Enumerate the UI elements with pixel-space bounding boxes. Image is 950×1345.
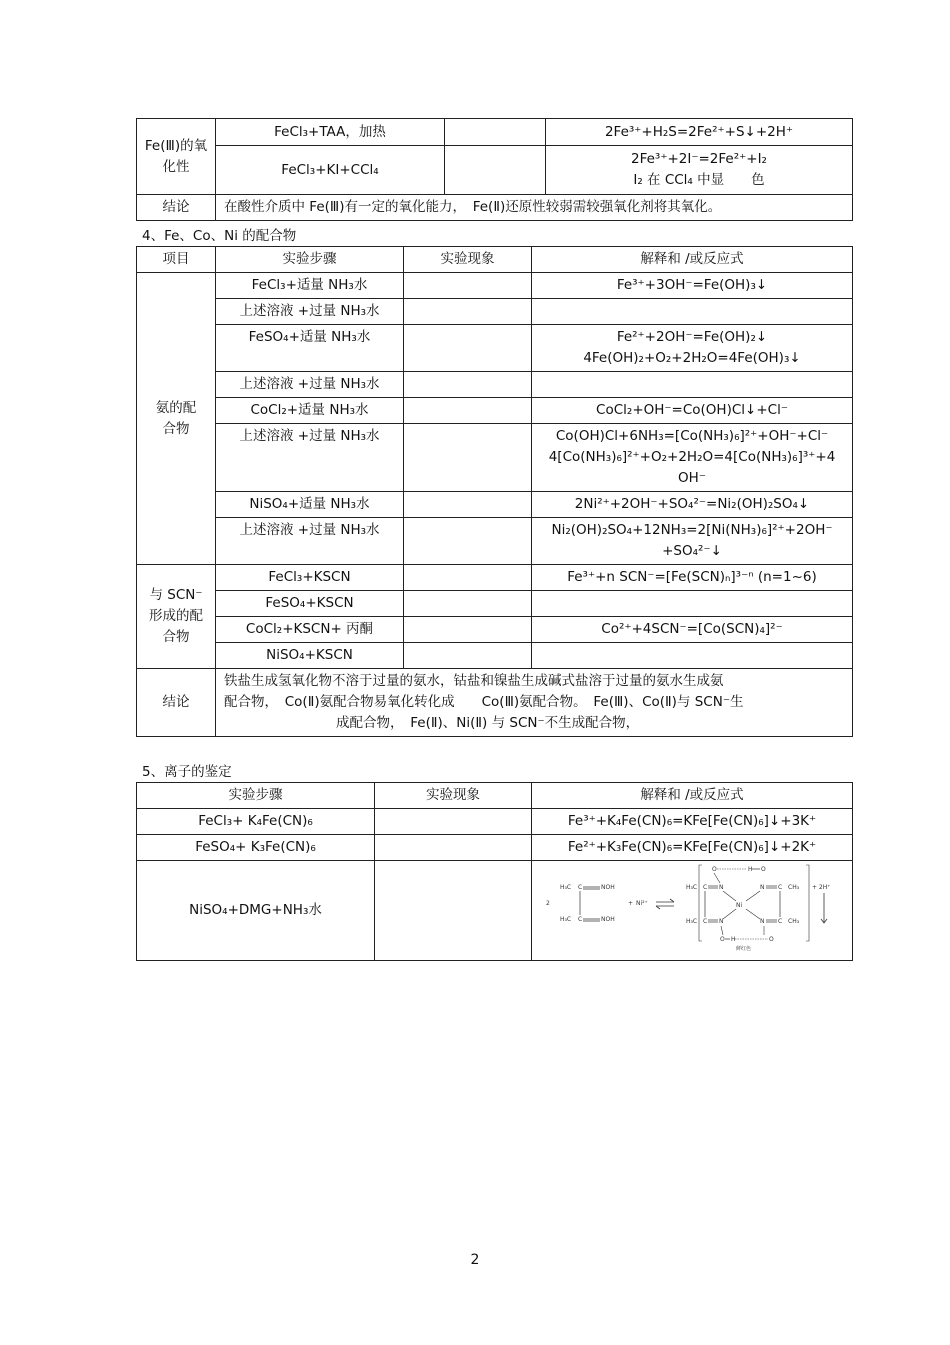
section5-heading: 5、离子的鉴定: [142, 764, 232, 780]
c-label: C: [578, 884, 583, 891]
header-step: 实验步骤: [216, 247, 404, 273]
header-explanation: 解释和 /或反应式: [532, 247, 853, 273]
equation-line: 2Fe³⁺+2I⁻=2Fe²⁺+I₂: [631, 151, 767, 167]
conclusion-line: 配合物， Co(Ⅱ)氨配合物易氧化转化成 Co(Ⅲ)氨配合物。 Fe(Ⅲ)、Co(Ⅱ)与 SCN⁻生: [224, 694, 744, 710]
step-cell: FeCl₃+适量 NH₃水: [216, 273, 404, 299]
item-cell: Fe(Ⅲ)的氧化性: [137, 119, 216, 195]
phenomenon-cell: [404, 591, 532, 617]
phenomenon-cell: [404, 518, 532, 565]
step-cell: FeSO₄+ K₃Fe(CN)₆: [137, 835, 375, 861]
h3c-label: H₃C: [560, 884, 572, 891]
equation-cell: [532, 861, 853, 961]
plus-2h-label: + 2H⁺: [812, 884, 831, 891]
step-cell: NiSO₄+适量 NH₃水: [216, 492, 404, 518]
step-cell: CoCl₂+适量 NH₃水: [216, 398, 404, 424]
conclusion-line: 铁盐生成氢氧化物不溶于过量的氨水，钴盐和镍盐生成碱式盐溶于过量的氨水生成氨: [224, 673, 724, 689]
o-label: O: [769, 936, 774, 943]
equation-line: 2Ni²⁺+2OH⁻+SO₄²⁻=Ni₂(OH)₂SO₄↓: [574, 496, 810, 512]
c-label: C: [703, 884, 708, 891]
equation-cell: [546, 146, 853, 195]
equation-cell: Fe²⁺+K₃Fe(CN)₆=KFe[Fe(CN)₆]↓+2K⁺: [532, 835, 853, 861]
complex-table: [136, 246, 853, 737]
ch3-label: CH₃: [788, 918, 800, 925]
step-cell: FeCl₃+KI+CCl₄: [216, 146, 445, 195]
c-label: C: [703, 918, 708, 925]
phenomenon-cell: [375, 835, 532, 861]
equation-line: +SO₄²⁻↓: [662, 543, 722, 559]
equation-cell: [532, 591, 853, 617]
equation-line: I₂ 在 CCl₄ 中显 色: [633, 172, 765, 188]
equation-cell: Fe³⁺+K₄Fe(CN)₆=KFe[Fe(CN)₆]↓+3K⁺: [532, 809, 853, 835]
equation-line: CoCl₂+OH⁻=Co(OH)Cl↓+Cl⁻: [596, 402, 788, 418]
phenomenon-cell: [404, 325, 532, 372]
h-label: H: [748, 866, 753, 873]
equation-cell: [532, 273, 853, 299]
n-label: N: [760, 918, 765, 925]
conclusion-label: 结论: [137, 669, 216, 737]
step-cell: NiSO₄+DMG+NH₃水: [137, 861, 375, 961]
phenomenon-cell: [404, 372, 532, 398]
header-phenomenon: 实验现象: [375, 783, 532, 809]
group-scn: 与 SCN⁻ 形成的配合物: [137, 565, 216, 669]
phenomenon-cell: [375, 861, 532, 961]
step-cell: FeCl₃+ K₄Fe(CN)₆: [137, 809, 375, 835]
equation-cell: [532, 299, 853, 325]
step-cell: 上述溶液 +过量 NH₃水: [216, 424, 404, 492]
conclusion-line: 成配合物， Fe(Ⅱ)、Ni(Ⅱ) 与 SCN⁻不生成配合物，: [336, 715, 640, 731]
step-cell: FeSO₄+KSCN: [216, 591, 404, 617]
phenomenon-cell: [445, 146, 546, 195]
h3c-label: H₃C: [686, 918, 698, 925]
equation-line: Fe²⁺+2OH⁻=Fe(OH)₂↓: [616, 329, 768, 345]
equation-cell: [532, 398, 853, 424]
noh-label: NOH: [601, 884, 615, 891]
equation-cell: [532, 492, 853, 518]
ni-center-label: Ni: [736, 902, 743, 909]
section4-heading: 4、Fe、Co、Ni 的配合物: [142, 228, 297, 244]
equation-cell: [532, 372, 853, 398]
h3c-label: H₃C: [560, 916, 572, 923]
phenomenon-cell: [404, 643, 532, 669]
ch3-label: CH₃: [788, 884, 800, 891]
step-cell: 上述溶液 +过量 NH₃水: [216, 299, 404, 325]
coef-label: 2: [546, 900, 550, 907]
step-cell: FeCl₃+KSCN: [216, 565, 404, 591]
phenomenon-cell: [404, 617, 532, 643]
page-number: 2: [470, 1252, 480, 1268]
step-cell: 上述溶液 +过量 NH₃水: [216, 372, 404, 398]
c-label: C: [778, 884, 783, 891]
n-label: N: [760, 884, 765, 891]
equation-cell: [532, 518, 853, 565]
step-cell: 上述溶液 +过量 NH₃水: [216, 518, 404, 565]
c-label: C: [578, 916, 583, 923]
step-cell: FeSO₄+适量 NH₃水: [216, 325, 404, 372]
conclusion-text: [216, 669, 853, 737]
n-label: N: [719, 884, 724, 891]
equation-cell: [532, 424, 853, 492]
equation-line: Co(OH)Cl+6NH₃=[Co(NH₃)₆]²⁺+OH⁻+Cl⁻: [555, 428, 829, 444]
equation-cell: [532, 325, 853, 372]
h3c-label: H₃C: [686, 884, 698, 891]
phenomenon-cell: [404, 424, 532, 492]
conclusion-label: 结论: [137, 195, 216, 221]
phenomenon-cell: [404, 299, 532, 325]
h-label: H: [731, 936, 736, 943]
equation-line: Ni₂(OH)₂SO₄+12NH₃=2[Ni(NH₃)₆]²⁺+2OH⁻: [551, 522, 833, 538]
equation-cell: [532, 617, 853, 643]
equation-line: 4Fe(OH)₂+O₂+2H₂O=4Fe(OH)₃↓: [583, 350, 801, 366]
equation-cell: [532, 643, 853, 669]
equation-line: Co²⁺+4SCN⁻=[Co(SCN)₄]²⁻: [601, 621, 783, 637]
header-phenomenon: 实验现象: [404, 247, 532, 273]
equation-cell: 2Fe³⁺+H₂S=2Fe²⁺+S↓+2H⁺: [546, 119, 853, 146]
header-item: 项目: [137, 247, 216, 273]
o-label: O: [720, 936, 725, 943]
equation-line: Fe³⁺+n SCN⁻=[Fe(SCN)ₙ]³⁻ⁿ (n=1~6): [567, 569, 817, 585]
phenomenon-cell: [404, 273, 532, 299]
identification-table: [136, 782, 853, 961]
phenomenon-cell: [445, 119, 546, 146]
plus-label: +: [628, 900, 634, 907]
phenomenon-cell: [375, 809, 532, 835]
equation-line: Fe³⁺+3OH⁻=Fe(OH)₃↓: [616, 277, 768, 293]
o-label: O: [712, 866, 717, 873]
header-step: 实验步骤: [137, 783, 375, 809]
fe3-oxidation-table: [136, 118, 853, 221]
noh-label: NOH: [601, 916, 615, 923]
color-caption: 鲜红色: [736, 946, 752, 951]
step-cell: FeCl₃+TAA，加热: [216, 119, 445, 146]
phenomenon-cell: [404, 398, 532, 424]
n-label: N: [719, 918, 724, 925]
step-cell: NiSO₄+KSCN: [216, 643, 404, 669]
equation-line: 4[Co(NH₃)₆]²⁺+O₂+2H₂O=4[Co(NH₃)₆]³⁺+4: [548, 449, 836, 465]
o-label: O: [761, 866, 766, 873]
equation-line: OH⁻: [678, 470, 706, 486]
conclusion-text: 在酸性介质中 Fe(Ⅲ)有一定的氧化能力， Fe(Ⅱ)还原性较弱需较强氧化剂将其氧化。: [216, 195, 853, 221]
equation-cell: [532, 565, 853, 591]
phenomenon-cell: [404, 565, 532, 591]
phenomenon-cell: [404, 492, 532, 518]
c-label: C: [778, 918, 783, 925]
group-ammine: 氨的配合物: [137, 273, 216, 565]
step-cell: CoCl₂+KSCN+ 丙酮: [216, 617, 404, 643]
ni-ion-label: Ni²⁺: [636, 900, 648, 907]
ni-dmg-reaction-diagram: [542, 863, 842, 951]
header-explanation: 解释和 /或反应式: [532, 783, 853, 809]
